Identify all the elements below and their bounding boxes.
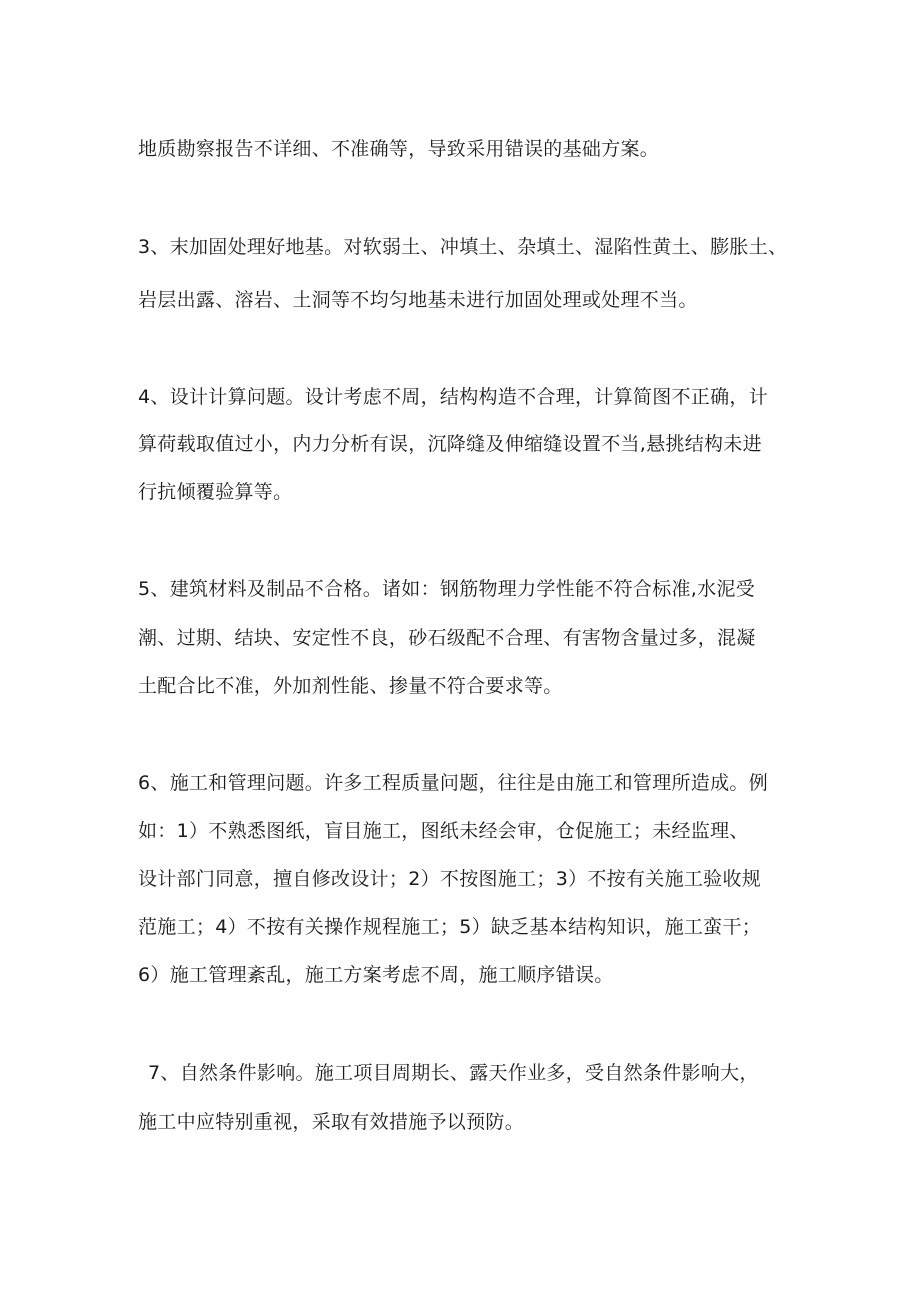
text-line: 行抗倾覆验算等。: [138, 481, 293, 503]
text-line: 算荷载取值过小，内力分析有误，沉降缝及伸缩缝设置不当,悬挑结构未进: [138, 433, 762, 455]
text-line: 地质勘察报告不详细、不准确等，导致采用错误的基础方案。: [138, 138, 660, 160]
text-line: 6、施工和管理问题。许多工程质量问题，往往是由施工和管理所造成。例: [138, 772, 768, 794]
text-line: 潮、过期、结块、安定性不良，砂石级配不合理、有害物含量过多，混凝: [138, 627, 756, 649]
text-line: 范施工；4）不按有关操作规程施工；5）缺乏基本结构知识，施工蛮干；: [138, 916, 762, 938]
text-line: 3、末加固处理好地基。对软弱土、冲填土、杂填土、湿陷性黄土、膨胀土、: [138, 236, 788, 258]
text-line: 7、自然条件影响。施工项目周期长、露天作业多，受自然条件影响大，: [148, 1062, 759, 1084]
text-line: 5、建筑材料及制品不合格。诸如：钢筋物理力学性能不符合标准,水泥受: [138, 578, 756, 600]
text-line: 岩层出露、溶岩、土洞等不均匀地基未进行加固处理或处理不当。: [138, 289, 698, 311]
text-line: 如：1）不熟悉图纸，盲目施工，图纸未经会审，仓促施工；未经监理、: [138, 820, 749, 842]
text-line: 4、设计计算问题。设计考虑不周，结构构造不合理，计算简图不正确，计: [138, 386, 768, 408]
text-line: 施工中应特别重视，采取有效措施予以预防。: [138, 1111, 525, 1133]
text-line: 土配合比不准，外加剂性能、掺量不符合要求等。: [138, 675, 563, 697]
text-line: 设计部门同意，擅自修改设计；2）不按图施工；3）不按有关施工验收规: [138, 868, 762, 890]
text-line: 6）施工管理紊乱，施工方案考虑不周，施工顺序错误。: [138, 964, 614, 986]
